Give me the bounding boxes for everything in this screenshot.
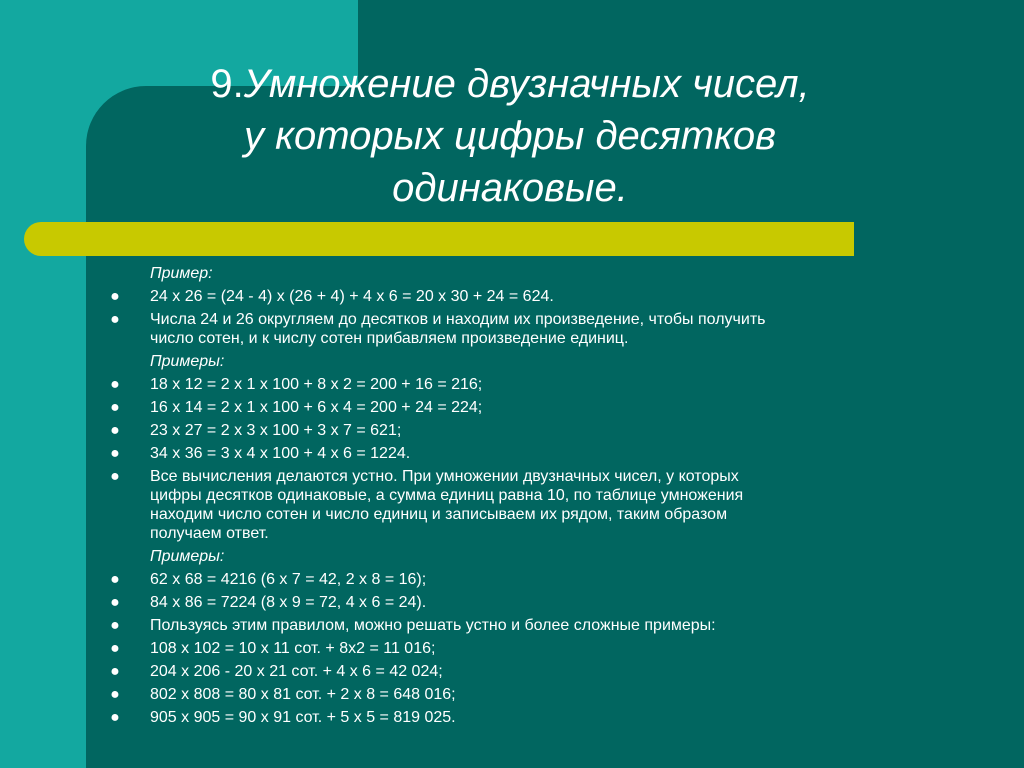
list-item <box>108 467 908 543</box>
bullet-dot-icon: ● <box>110 571 120 588</box>
bullet-dot-icon: ● <box>110 709 120 726</box>
list-item <box>108 310 908 348</box>
list-item-text: находим число сотен и число единиц и записываем их рядом, таким образом <box>150 506 728 523</box>
title-number: 9. <box>210 62 244 106</box>
slide-title <box>130 58 890 214</box>
list-item-text: 802 х 808 = 80 х 81 сот. + 2 х 8 = 648 016; <box>150 686 456 703</box>
list-item-text: Числа 24 и 26 округляем до десятков и находим их произведение, чтобы получить <box>150 311 766 328</box>
list-item <box>108 708 908 727</box>
list-item-text: число сотен, и к числу сотен прибавляем произведение единиц. <box>150 330 629 347</box>
list-item-text: 84 х 86 = 7224 (8 х 9 = 72, 4 х 6 = 24). <box>150 594 427 611</box>
slide-content <box>108 264 908 731</box>
list-item-text: 34 х 36 = 3 х 4 х 100 + 4 х 6 = 1224. <box>150 445 411 462</box>
list-item-text: 23 х 27 = 2 х 3 х 100 + 3 х 7 = 621; <box>150 422 402 439</box>
bullet-dot-icon: ● <box>110 311 120 328</box>
list-item-text: 108 х 102 = 10 х 11 сот. + 8х2 = 11 016; <box>150 640 436 657</box>
bullet-dot-icon: ● <box>110 445 120 462</box>
list-item-text: 204 х 206 - 20 х 21 сот. + 4 х 6 = 42 024; <box>150 663 443 680</box>
list-item <box>108 685 908 704</box>
list-item <box>108 570 908 589</box>
list-item-text: 24 х 26 = (24 - 4) х (26 + 4) + 4 х 6 = 20 х 30 + 24 = 624. <box>150 288 554 305</box>
example-label: Примеры: <box>150 548 225 565</box>
bullet-dot-icon: ● <box>110 686 120 703</box>
list-item <box>108 593 908 612</box>
bullet-dot-icon: ● <box>110 594 120 611</box>
list-item-text: 16 х 14 = 2 х 1 х 100 + 6 х 4 = 200 + 24 = 224; <box>150 399 483 416</box>
list-item-text: получаем ответ. <box>150 525 269 542</box>
list-item-text: 18 х 12 = 2 х 1 х 100 + 8 х 2 = 200 + 16 = 216; <box>150 376 483 393</box>
title-line-1 <box>130 58 890 110</box>
list-item <box>108 375 908 394</box>
example-label: Примеры: <box>150 353 225 370</box>
list-item <box>108 421 908 440</box>
list-item-text: Все вычисления делаются устно. При умножении двузначных чисел, у которых <box>150 468 739 485</box>
list-item-text: 905 х 905 = 90 х 91 сот. + 5 х 5 = 819 025. <box>150 709 456 726</box>
list-item <box>108 287 908 306</box>
list-item <box>108 616 908 635</box>
bullet-dot-icon: ● <box>110 376 120 393</box>
title-text-line-1: Умножение двузначных чисел, <box>243 62 810 106</box>
list-item <box>108 444 908 463</box>
bullet-dot-icon: ● <box>110 663 120 680</box>
list-item-text: цифры десятков одинаковые, а сумма единиц равна 10, по таблице умножения <box>150 487 744 504</box>
title-line-3: одинаковые. <box>392 166 628 210</box>
list-item-text: Пользуясь этим правилом, можно решать устно и более сложные примеры: <box>150 617 716 634</box>
bullet-dot-icon: ● <box>110 288 120 305</box>
bullet-dot-icon: ● <box>110 422 120 439</box>
example-label: Пример: <box>150 265 213 282</box>
decorative-accent-bar <box>24 222 854 256</box>
decorative-left-strip <box>0 0 86 768</box>
title-line-2: у которых цифры десятков <box>243 114 777 158</box>
bullet-dot-icon: ● <box>110 617 120 634</box>
bullet-dot-icon: ● <box>110 468 120 485</box>
list-item <box>108 639 908 658</box>
list-item <box>108 662 908 681</box>
bullet-dot-icon: ● <box>110 640 120 657</box>
list-item <box>108 398 908 417</box>
bullet-dot-icon: ● <box>110 399 120 416</box>
list-item-text: 62 х 68 = 4216 (6 х 7 = 42, 2 х 8 = 16); <box>150 571 427 588</box>
